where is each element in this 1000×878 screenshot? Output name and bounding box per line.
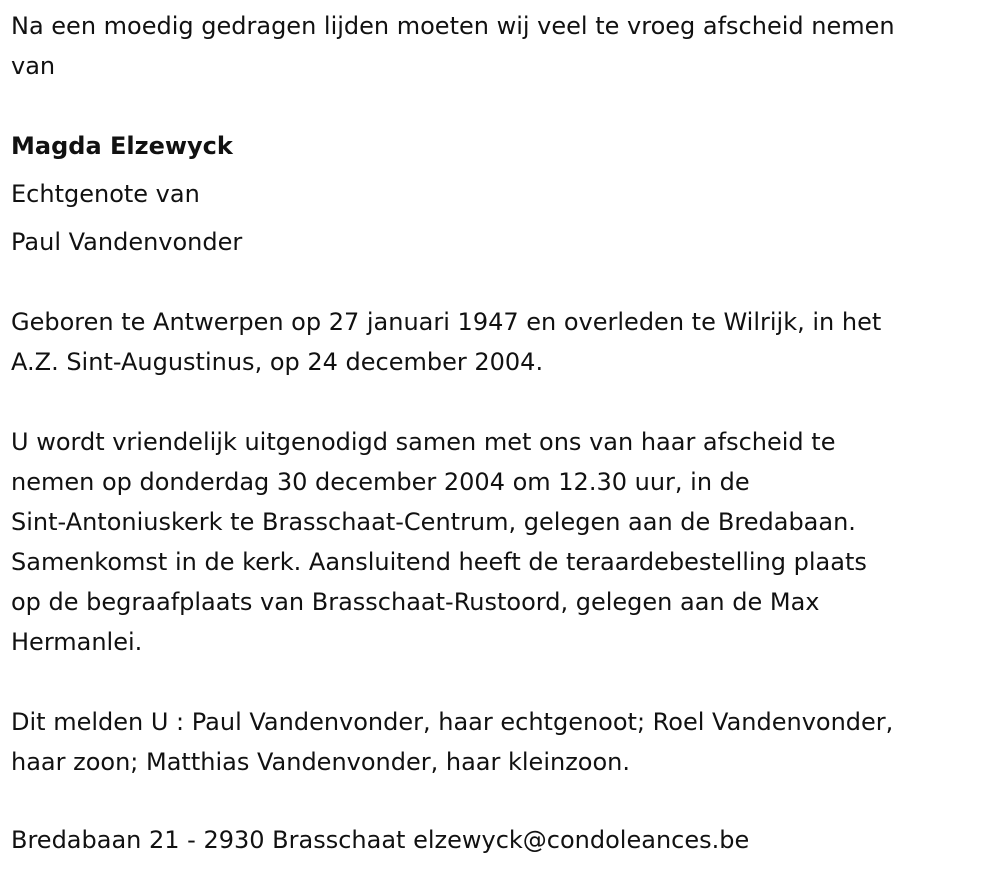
birth-death-paragraph [11,302,996,382]
invitation-paragraph [11,422,996,662]
birth-death-line-1: Geboren te Antwerpen op 27 januari 1947 en overleden te Wilrijk, in het [11,308,882,336]
announcers-line-1: Dit melden U : Paul Vandenvonder, haar echtgenoot; Roel Vandenvonder, [11,708,894,736]
intro-line-1: Na een moedig gedragen lijden moeten wij veel te vroeg afscheid nemen [11,12,895,40]
invitation-line-2: nemen op donderdag 30 december 2004 om 12.30 uur, in de [11,468,750,496]
spouse-block [11,222,996,262]
intro-line-2: van [11,52,56,80]
relation-label: Echtgenote van [11,180,200,208]
spouse-name: Paul Vandenvonder [11,228,243,256]
announcers-paragraph [11,702,996,782]
invitation-line-3: Sint-Antoniuskerk te Brasschaat-Centrum, gelegen aan de Bredabaan. [11,508,856,536]
contact-line: Bredabaan 21 - 2930 Brasschaat elzewyck@condoleances.be [11,826,750,854]
invitation-line-5: op de begraafplaats van Brasschaat-Rustoord, gelegen aan de Max [11,588,820,616]
invitation-line-6: Hermanlei. [11,628,143,656]
birth-death-line-2: A.Z. Sint-Augustinus, op 24 december 2004. [11,348,544,376]
intro-paragraph [11,6,996,86]
invitation-line-1: U wordt vriendelijk uitgenodigd samen met ons van haar afscheid te [11,428,836,456]
deceased-name-block [11,126,996,166]
invitation-line-4: Samenkomst in de kerk. Aansluitend heeft de teraardebestelling plaats [11,548,867,576]
relation-block [11,174,996,214]
announcers-line-2: haar zoon; Matthias Vandenvonder, haar kleinzoon. [11,748,631,776]
contact-paragraph [11,820,996,860]
deceased-name: Magda Elzewyck [11,132,233,160]
